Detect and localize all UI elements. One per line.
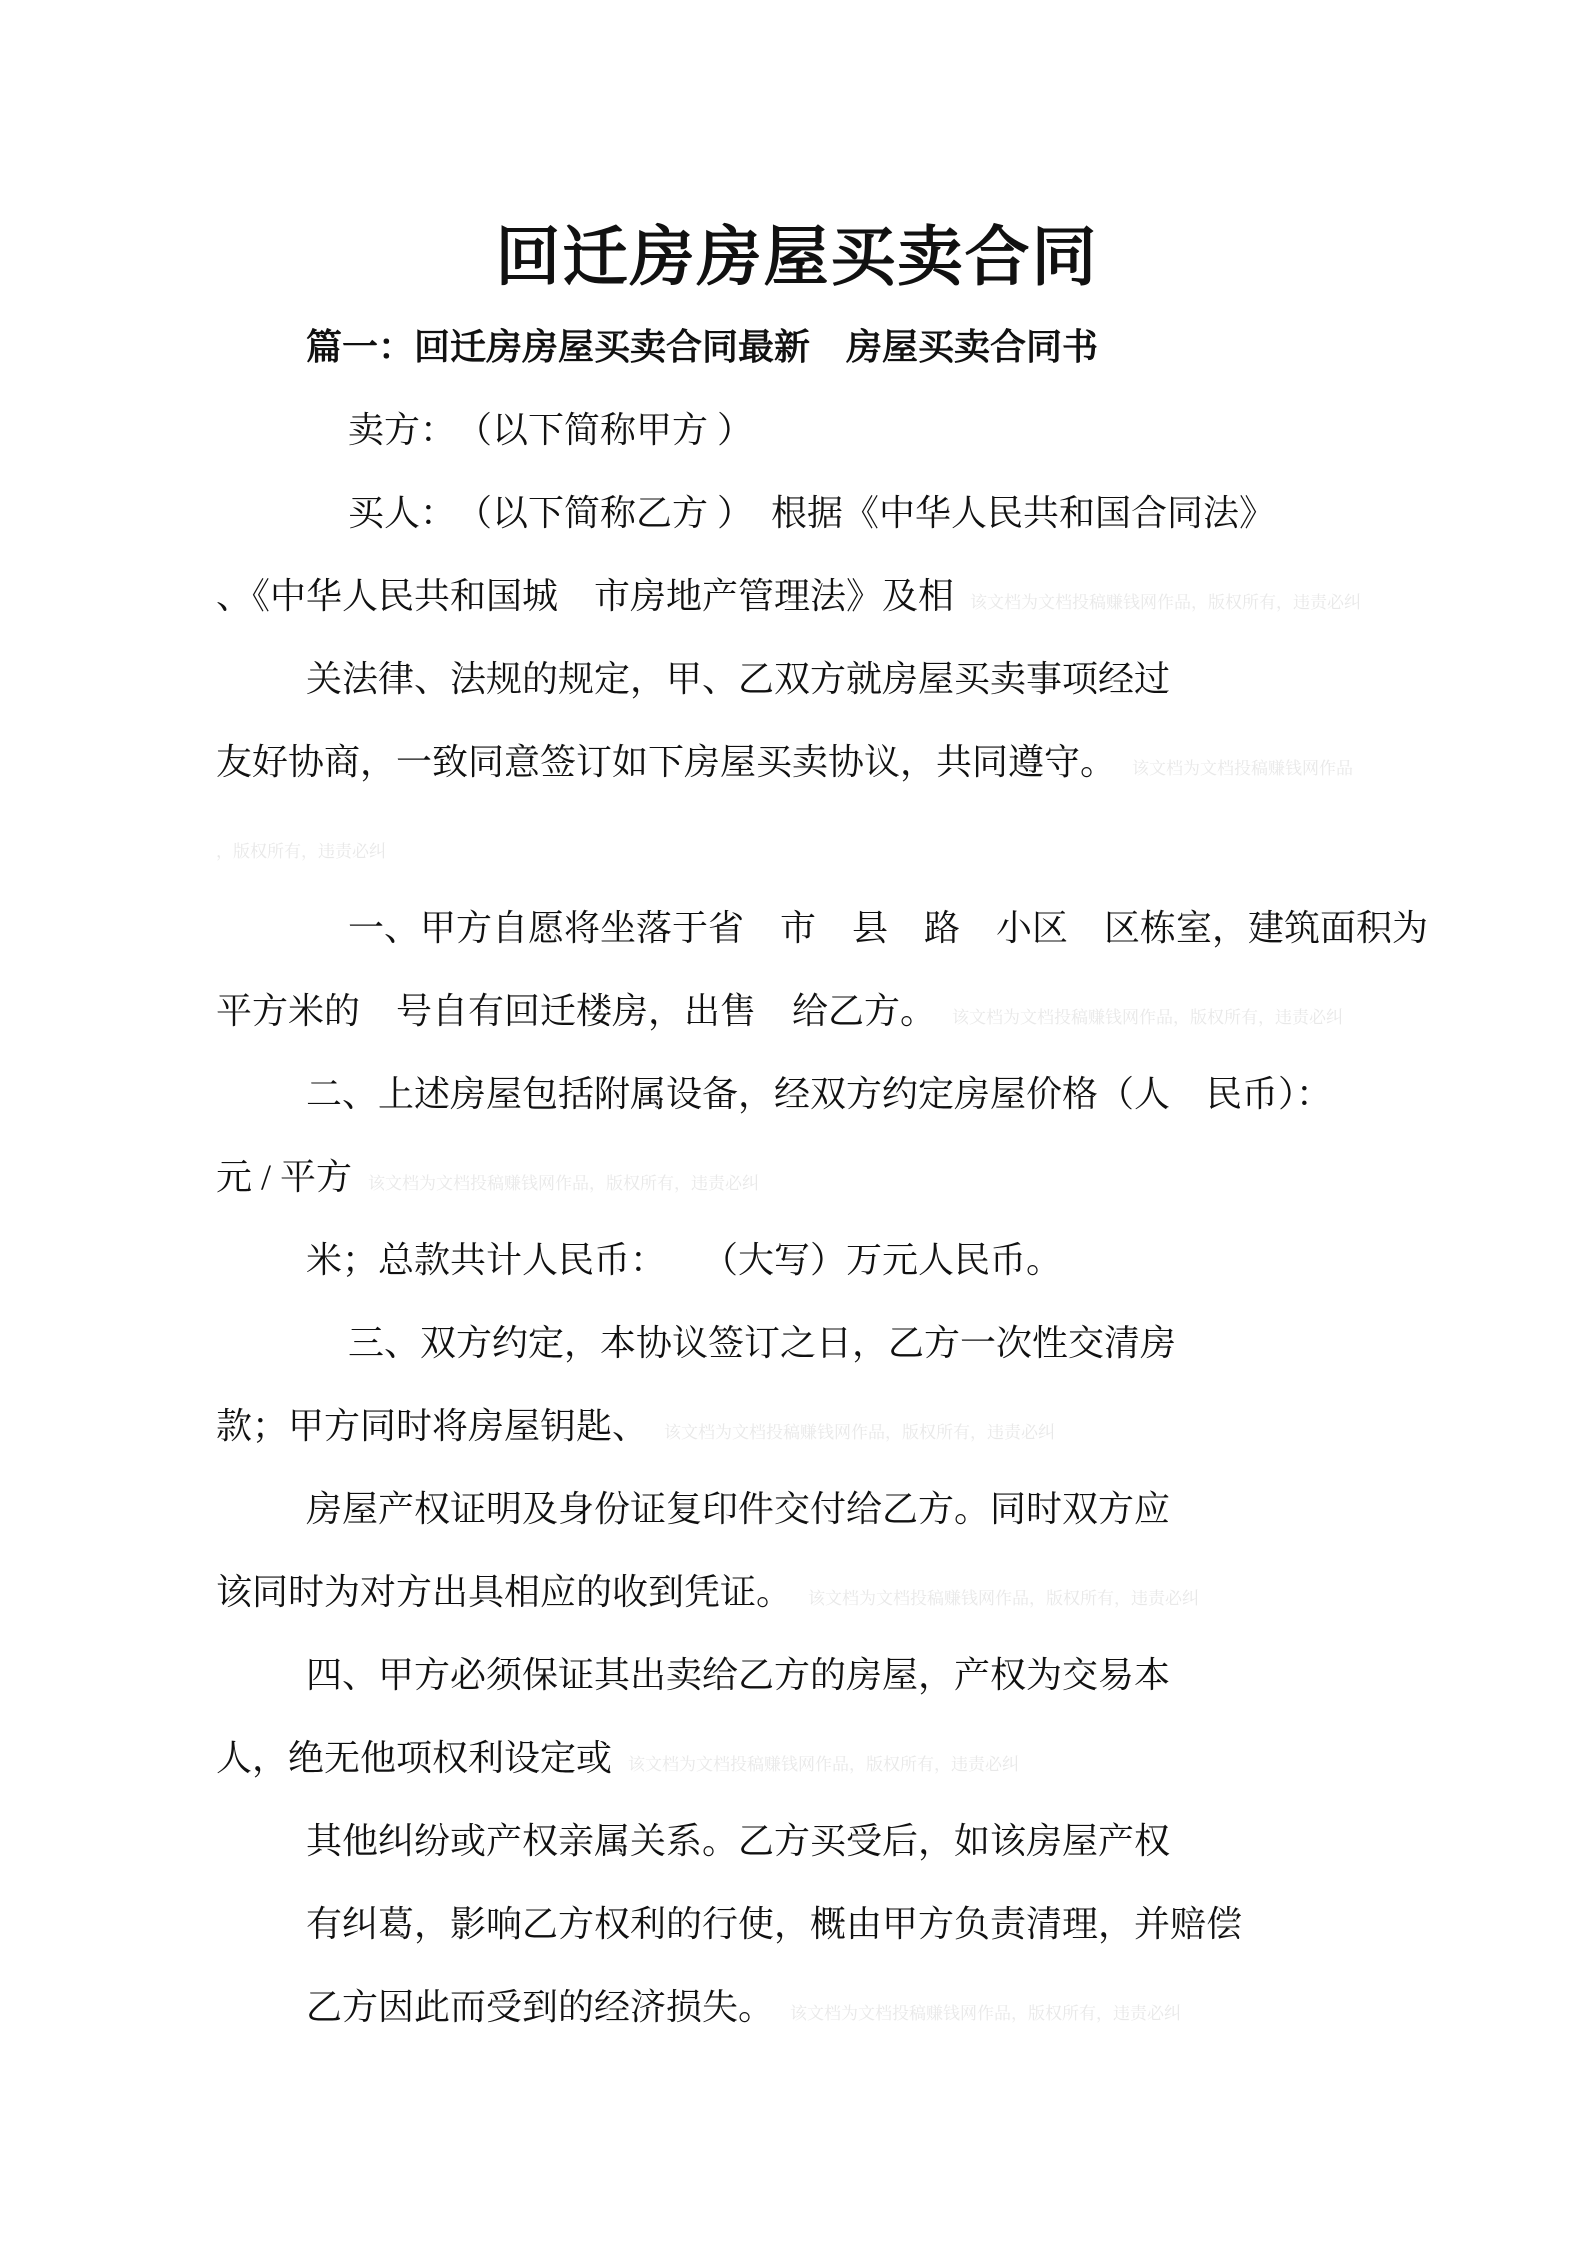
line-text: 该同时为对方出具相应的收到凭证。 — [216, 1572, 793, 1612]
text-line — [0, 1053, 1594, 1136]
line-text: 有纠葛，影响乙方权利的行使，概由甲方负责清理，并赔偿 — [306, 1904, 1243, 1944]
watermark-text: 该文档为文档投稿赚钱网作品，版权所有，违责必纠 — [628, 1755, 1020, 1774]
line-text: 款；甲方同时将房屋钥匙、 — [216, 1406, 649, 1446]
text-line — [0, 804, 1594, 887]
text-line — [0, 472, 1594, 555]
line-text: 乙方因此而受到的经济损失。 — [306, 1987, 775, 2027]
line-text: 平方米的 号自有回迁楼房，出售 给乙方。 — [216, 991, 937, 1031]
line-text: 友好协商，一致同意签订如下房屋买卖协议，共同遵守。 — [216, 742, 1117, 782]
watermark-text: 该文档为文档投稿赚钱网作品，版权所有，违责必纠 — [368, 1174, 760, 1193]
line-text: 篇一：回迁房房屋买卖合同最新 房屋买卖合同书 — [306, 327, 1099, 367]
watermark-text: 该文档为文档投稿赚钱网作品，版权所有，违责必纠 — [970, 593, 1362, 612]
line-text: 一、甲方自愿将坐落于省 市 县 路 小区 区栋室，建筑面积为 — [348, 908, 1429, 948]
watermark-text: 该文档为文档投稿赚钱网作品，版权所有，违责必纠 — [952, 1008, 1344, 1027]
line-text: 房屋产权证明及身份证复印件交付给乙方。同时双方应 — [306, 1489, 1171, 1529]
text-line — [0, 1468, 1594, 1551]
line-text: 元 / 平方 — [216, 1157, 353, 1197]
text-line — [0, 638, 1594, 721]
text-line — [0, 887, 1594, 970]
text-line — [0, 1302, 1594, 1385]
line-text: 其他纠纷或产权亲属关系。乙方买受后，如该房屋产权 — [306, 1821, 1171, 1861]
line-text: 、《中华人民共和国城 市房地产管理法》及相 — [216, 576, 955, 616]
text-line — [0, 970, 1594, 1053]
text-line — [0, 1883, 1594, 1966]
text-line — [0, 306, 1594, 389]
line-text: 米；总款共计人民币： （大写）万元人民币。 — [306, 1240, 1063, 1280]
text-line — [0, 555, 1594, 638]
text-line — [0, 1385, 1594, 1468]
line-text: 关法律、法规的规定，甲、乙双方就房屋买卖事项经过 — [306, 659, 1171, 699]
text-line — [0, 1634, 1594, 1717]
text-line — [0, 1800, 1594, 1883]
document-title: 回迁房房屋买卖合同 — [495, 222, 1099, 294]
watermark-text: 该文档为文档投稿赚钱网作品 — [1132, 759, 1354, 778]
text-line — [0, 1551, 1594, 1634]
text-line — [0, 721, 1594, 804]
watermark-text: ，版权所有，违责必纠 — [216, 842, 386, 861]
watermark-text: 该文档为文档投稿赚钱网作品，版权所有，违责必纠 — [664, 1423, 1056, 1442]
watermark-text: 该文档为文档投稿赚钱网作品，版权所有，违责必纠 — [790, 2004, 1182, 2023]
text-line — [0, 1966, 1594, 2049]
line-text: 卖方： （以下简称甲方 ） — [348, 410, 754, 450]
text-line — [0, 1136, 1594, 1219]
watermark-text: 该文档为文档投稿赚钱网作品，版权所有，违责必纠 — [808, 1589, 1200, 1608]
text-line — [0, 389, 1594, 472]
text-line — [0, 1219, 1594, 1302]
line-text: 四、甲方必须保证其出卖给乙方的房屋，产权为交易本 — [306, 1655, 1171, 1695]
line-text: 买人： （以下简称乙方 ） 根据《中华人民共和国合同法》 — [348, 493, 1276, 533]
line-text: 二、上述房屋包括附属设备，经双方约定房屋价格（人 民币）： — [306, 1074, 1333, 1114]
line-text: 三、双方约定，本协议签订之日，乙方一次性交清房 — [348, 1323, 1177, 1363]
text-line — [0, 1717, 1594, 1800]
line-text: 人，绝无他项权利设定或 — [216, 1738, 613, 1778]
document-body — [0, 306, 1594, 2049]
